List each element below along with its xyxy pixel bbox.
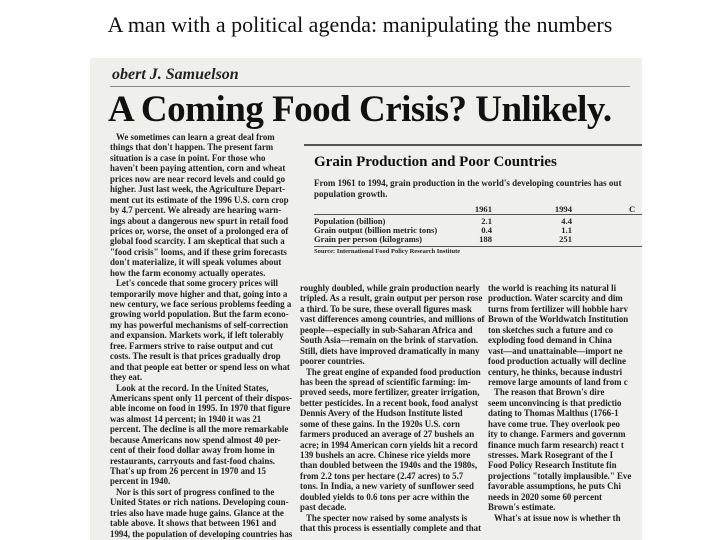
article-line: South Asia—remain on the brink of starvation.	[300, 335, 479, 346]
article-line: doubled yields to 0.6 tons per acre within the	[300, 491, 470, 502]
article-line: because Americans now spend almost 40 per-	[110, 434, 281, 445]
article-line: food production actually will decline	[488, 356, 626, 367]
article-line: needs in 2020 some 60 percent	[488, 491, 602, 502]
article-line: projections "totally implausible." Eve	[488, 470, 632, 481]
article-line: percent. The decline is all the more remarkable	[110, 424, 289, 435]
article-line: some of these gains. In the 1920s U.S. corn	[300, 418, 460, 429]
headline-rule	[110, 86, 630, 87]
cell-1961: 2.1	[481, 216, 492, 226]
article-line: Brown's estimate.	[488, 502, 556, 513]
table-row	[314, 235, 642, 244]
table-subtitle-line: From 1961 to 1994, grain production in the world's developing countries has out	[314, 178, 622, 188]
grain-production-table-box	[304, 144, 642, 278]
article-line: exploding food demand in China	[488, 335, 612, 346]
newspaper-clipping	[90, 58, 642, 540]
article-line: situation is a case in point. For those who	[110, 152, 266, 163]
article-line: by 4.7 percent. We already are hearing warn-	[110, 205, 282, 216]
article-line: Look at the record. In the United States,	[116, 382, 269, 393]
article-line: my has powerful mechanisms of self-correction	[110, 319, 289, 330]
article-line: new century, we face serious problems feeding a	[110, 299, 292, 309]
table-title: Grain Production and Poor Countries	[314, 154, 557, 170]
article-line: higher. Just last week, the Agriculture Depart-	[110, 184, 286, 195]
table-source: Source: International Food Policy Research Institute	[314, 246, 642, 256]
article-line: The specter now raised by some analysts is	[306, 512, 468, 523]
article-line: What's at issue now is whether th	[494, 512, 621, 523]
article-line: United States or rich nations. Developing coun-	[110, 497, 289, 508]
cell-1994: 1.1	[561, 225, 572, 235]
article-line: The reason that Brown's dire	[494, 387, 605, 398]
article-line: has been the spread of scientific farming: im-	[300, 376, 471, 387]
article-line: Food Policy Research Institute fin	[488, 460, 617, 471]
article-line: cent of their food dollar away from home in	[110, 445, 275, 456]
byline: obert J. Samuelson	[112, 66, 239, 83]
article-line: roughly doubled, while grain production nearly	[300, 283, 480, 293]
article-line: "food crisis" looms, and if these grim forecasts	[110, 246, 287, 257]
article-line: tripled. As a result, grain output per person rose	[300, 293, 483, 304]
article-line: ment cut its estimate of the 1996 U.S. corn crop	[110, 194, 289, 205]
article-line: past decade.	[300, 502, 347, 513]
article-line: favorable assumptions, he puts Chi	[488, 481, 621, 492]
article-line: the world is reaching its natural li	[488, 283, 617, 293]
article-line: things that don't happen. The present farm	[110, 142, 274, 153]
article-line: costs. The result is that prices gradually drop	[110, 351, 281, 362]
article-line: how the farm economy actually operates.	[110, 267, 266, 278]
article-line: prices or, worse, the onset of a prolonged era of	[110, 225, 289, 236]
article-line: and that people eat better or spend less on what	[110, 361, 290, 372]
article-line: The great engine of expanded food production	[306, 366, 481, 377]
article-line: We sometimes can learn a great deal from	[116, 132, 275, 142]
article-line: proved seeds, more fertilizer, greater irrigation,	[300, 387, 480, 398]
article-line: Brown of the Worldwatch Institution	[488, 314, 629, 325]
cell-1961: 188	[479, 234, 492, 244]
cell-1994: 4.4	[561, 216, 572, 226]
article-line: don't materialize, it will speak volumes about	[110, 257, 282, 268]
article-line: Americans spent only 11 percent of their dispos-	[110, 392, 292, 403]
article-line: 139 bushels an acre. Chinese rice yields more	[300, 450, 471, 460]
table-subtitle	[314, 178, 642, 199]
article-line: percent in 1940.	[110, 476, 171, 487]
article-line: acre; in 1994 American corn yields hit a record	[300, 439, 478, 450]
article-line: restaurants, carryouts and fast-food chains.	[110, 455, 276, 466]
article-column-2	[300, 283, 484, 533]
article-line: that this process is essentially complete and that	[300, 523, 482, 534]
cell-1961: 0.4	[481, 225, 492, 235]
article-line: prices now are near record levels and could go	[110, 173, 286, 184]
row-label: Grain per person (kilograms)	[314, 234, 422, 244]
article-line: haven't been paying attention, corn and wheat	[110, 163, 286, 174]
article-line: tons. In India, a new variety of sunflower seed	[300, 481, 474, 492]
article-line: free. Farmers strive to raise output and cut	[110, 340, 273, 351]
article-line: poorer countries.	[300, 356, 365, 367]
article-line: have come true. They overlook peo	[488, 418, 620, 429]
table-top-rule	[304, 144, 642, 146]
article-line: people—especially in sub-Saharan Africa and	[300, 324, 473, 335]
slide-title: A man with a political agenda: manipulating the numbers	[107, 12, 613, 37]
article-line: able income on food in 1995. In 1970 that figure	[110, 403, 291, 414]
table-subtitle-line: population growth.	[314, 188, 388, 199]
article-line: That's up from 26 percent in 1970 and 15	[110, 466, 266, 476]
article-line: vast differences among countries, and millions of	[300, 314, 485, 325]
article-column-3	[488, 283, 642, 533]
article-line: ton sketches such a future and co	[488, 324, 614, 335]
article-line: Nor is this sort of progress confined to the	[116, 486, 275, 497]
article-line: production. Water scarcity and dim	[488, 293, 623, 304]
article-line: 1994, the population of developing countries has	[110, 528, 293, 539]
article-line: they eat.	[110, 372, 143, 383]
column-header-1994: 1994	[554, 204, 572, 214]
article-line: and expansion. Markets work, if left tolerably	[110, 330, 284, 341]
article-line: ings about a dangerous new spurt in retail food	[110, 215, 289, 226]
article-line: vast—and unattainable—import ne	[488, 345, 623, 356]
article-line: century, he thinks, because industri	[488, 366, 623, 377]
article-line: Dennis Avery of the Hudson Institute listed	[300, 408, 463, 419]
cell-1994: 251	[559, 234, 572, 244]
article-line: ity to change. Farmers and governm	[488, 429, 626, 440]
article-line: stresses. Mark Rosegrant of the I	[488, 450, 614, 460]
article-line: seem unconvincing is that predictio	[488, 397, 622, 408]
article-column-1	[110, 132, 296, 539]
article-line: remove large amounts of land from c	[488, 376, 628, 387]
article-line: than doubled between the 1940s and the 1980s,	[300, 460, 478, 471]
table-header-row	[314, 204, 642, 215]
headline: A Coming Food Crisis? Unlikely.	[108, 89, 612, 130]
article-line: from 2.2 tons per hectare (2.47 acres) to 5.7	[300, 470, 464, 481]
article-line: Let's concede that some grocery prices will	[116, 278, 279, 289]
article-line: finance much farm research) react t	[488, 439, 624, 450]
column-header-1961: 1961	[474, 204, 492, 214]
article-line: Still, diets have improved dramatically in many	[300, 345, 480, 356]
article-line: farmers produced an average of 27 bushels an	[300, 429, 475, 440]
article-line: dating to Thomas Malthus (1766-1	[488, 408, 619, 419]
article-line: turns from fertilizer will hobble harv	[488, 303, 628, 314]
article-line: better pesticides. In a recent book, food analyst	[300, 397, 478, 408]
column-header-change: C	[629, 204, 636, 214]
article-line: was almost 14 percent; in 1940 it was 21	[110, 413, 262, 424]
article-line: global food scarcity. I am skeptical that such a	[110, 236, 285, 247]
article-line: table above. It shows that between 1961 and	[110, 518, 277, 529]
grain-table	[314, 204, 642, 256]
row-label: Grain output (billion metric tons)	[314, 225, 438, 235]
article-line: tries also have made huge gains. Glance at the	[110, 507, 284, 518]
article-line: a third. To be sure, these overall figures mask	[300, 303, 472, 314]
row-label: Population (billion)	[314, 216, 386, 226]
article-line: growing world population. But the farm econo-	[110, 309, 289, 320]
article-line: temporarily move higher and that, going into a	[110, 288, 288, 299]
